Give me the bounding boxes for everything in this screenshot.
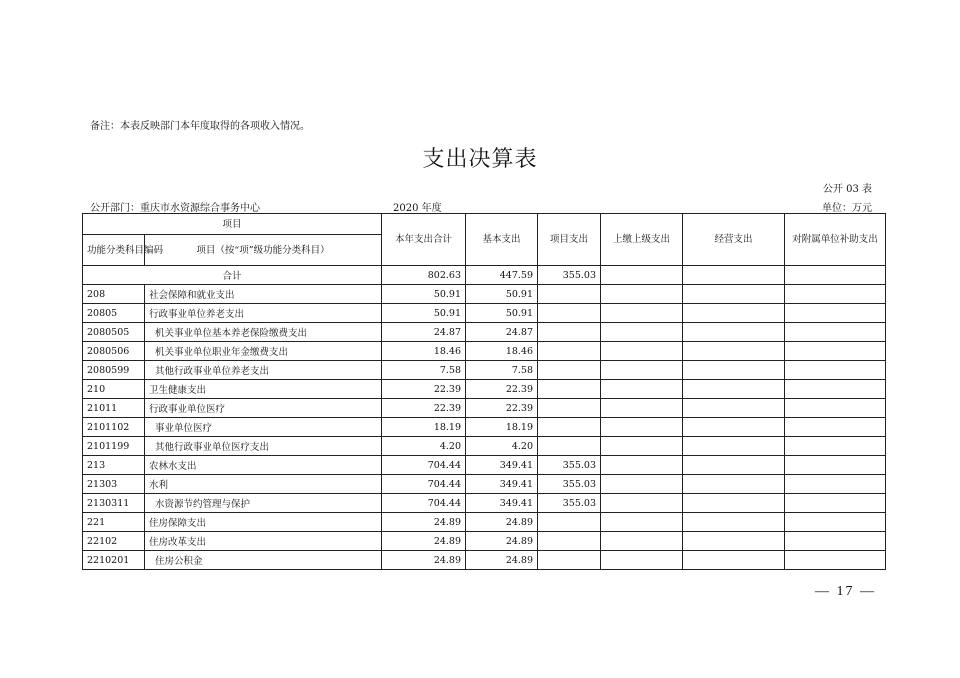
sum-project: 355.03 xyxy=(538,266,601,285)
sum-label: 合计 xyxy=(83,266,382,285)
row-upper xyxy=(601,437,683,456)
expenditure-table xyxy=(82,213,886,570)
row-total: 24.87 xyxy=(382,323,466,342)
table-row xyxy=(83,475,886,494)
page-title: 支出决算表 xyxy=(422,147,538,172)
header-total: 本年支出合计 xyxy=(382,214,466,266)
row-total: 18.19 xyxy=(382,418,466,437)
row-total: 50.91 xyxy=(382,285,466,304)
row-code: 21303 xyxy=(83,475,145,494)
row-total: 18.46 xyxy=(382,342,466,361)
table-row xyxy=(83,304,886,323)
header-basic: 基本支出 xyxy=(466,214,538,266)
header-upper: 上缴上级支出 xyxy=(601,214,683,266)
table-row xyxy=(83,551,886,570)
row-basic: 22.39 xyxy=(466,399,538,418)
row-business xyxy=(683,532,785,551)
row-upper xyxy=(601,513,683,532)
row-business xyxy=(683,380,785,399)
row-project xyxy=(538,437,601,456)
row-total: 24.89 xyxy=(382,551,466,570)
row-subsidy xyxy=(785,304,886,323)
header-code: 功能分类科目编码 xyxy=(83,235,145,266)
row-subsidy xyxy=(785,342,886,361)
row-subsidy xyxy=(785,475,886,494)
row-name: 事业单位医疗 xyxy=(145,418,382,437)
row-business xyxy=(683,494,785,513)
row-upper xyxy=(601,342,683,361)
row-total: 24.89 xyxy=(382,532,466,551)
row-code: 2101199 xyxy=(83,437,145,456)
row-project xyxy=(538,532,601,551)
row-subsidy xyxy=(785,285,886,304)
year-label: 2020 年度 xyxy=(393,203,442,214)
row-business xyxy=(683,456,785,475)
row-project: 355.03 xyxy=(538,494,601,513)
row-total: 4.20 xyxy=(382,437,466,456)
table-row xyxy=(83,342,886,361)
row-name: 住房改革支出 xyxy=(145,532,382,551)
unit-label: 单位：万元 xyxy=(822,203,872,214)
row-basic: 18.46 xyxy=(466,342,538,361)
row-subsidy xyxy=(785,361,886,380)
row-total: 704.44 xyxy=(382,456,466,475)
row-upper xyxy=(601,456,683,475)
row-code: 210 xyxy=(83,380,145,399)
header-project: 项目支出 xyxy=(538,214,601,266)
table-row xyxy=(83,361,886,380)
row-project: 355.03 xyxy=(538,456,601,475)
row-code: 21011 xyxy=(83,399,145,418)
department-label: 公开部门：重庆市水资源综合事务中心 xyxy=(90,203,260,214)
row-code: 2080506 xyxy=(83,342,145,361)
row-basic: 349.41 xyxy=(466,456,538,475)
row-total: 50.91 xyxy=(382,304,466,323)
row-basic: 18.19 xyxy=(466,418,538,437)
row-basic: 24.89 xyxy=(466,551,538,570)
row-upper xyxy=(601,380,683,399)
row-name: 农林水支出 xyxy=(145,456,382,475)
row-business xyxy=(683,304,785,323)
row-code: 2130311 xyxy=(83,494,145,513)
row-business xyxy=(683,513,785,532)
row-upper xyxy=(601,361,683,380)
header-business: 经营支出 xyxy=(683,214,785,266)
row-business xyxy=(683,418,785,437)
table-row xyxy=(83,323,886,342)
table-row xyxy=(83,532,886,551)
row-business xyxy=(683,475,785,494)
row-basic: 22.39 xyxy=(466,380,538,399)
row-subsidy xyxy=(785,323,886,342)
row-name: 行政事业单位医疗 xyxy=(145,399,382,418)
table-row xyxy=(83,437,886,456)
row-project xyxy=(538,513,601,532)
row-business xyxy=(683,323,785,342)
row-project xyxy=(538,551,601,570)
row-total: 7.58 xyxy=(382,361,466,380)
row-business xyxy=(683,551,785,570)
row-project xyxy=(538,342,601,361)
row-name: 住房公积金 xyxy=(145,551,382,570)
row-name: 机关事业单位职业年金缴费支出 xyxy=(145,342,382,361)
row-upper xyxy=(601,475,683,494)
row-business xyxy=(683,342,785,361)
row-upper xyxy=(601,304,683,323)
row-business xyxy=(683,361,785,380)
row-basic: 4.20 xyxy=(466,437,538,456)
table-note: 备注：本表反映部门本年度取得的各项收入情况。 xyxy=(90,121,310,132)
row-code: 2101102 xyxy=(83,418,145,437)
table-row xyxy=(83,513,886,532)
table-row xyxy=(83,380,886,399)
row-name: 其他行政事业单位医疗支出 xyxy=(145,437,382,456)
header-subsidy: 对附属单位补助支出 xyxy=(785,214,886,266)
row-name: 住房保障支出 xyxy=(145,513,382,532)
row-name: 水资源节约管理与保护 xyxy=(145,494,382,513)
row-total: 704.44 xyxy=(382,475,466,494)
row-name: 其他行政事业单位养老支出 xyxy=(145,361,382,380)
row-name: 行政事业单位养老支出 xyxy=(145,304,382,323)
row-upper xyxy=(601,323,683,342)
row-subsidy xyxy=(785,494,886,513)
row-code: 2080505 xyxy=(83,323,145,342)
row-business xyxy=(683,285,785,304)
row-subsidy xyxy=(785,532,886,551)
row-subsidy xyxy=(785,456,886,475)
row-upper xyxy=(601,532,683,551)
row-name: 社会保障和就业支出 xyxy=(145,285,382,304)
row-code: 2210201 xyxy=(83,551,145,570)
row-code: 221 xyxy=(83,513,145,532)
row-project xyxy=(538,399,601,418)
header-item: 项目（按“项”级功能分类科目） xyxy=(145,235,382,266)
row-project: 355.03 xyxy=(538,475,601,494)
row-subsidy xyxy=(785,513,886,532)
row-name: 水利 xyxy=(145,475,382,494)
sum-subsidy xyxy=(785,266,886,285)
row-upper xyxy=(601,551,683,570)
row-code: 213 xyxy=(83,456,145,475)
row-subsidy xyxy=(785,418,886,437)
sum-basic: 447.59 xyxy=(466,266,538,285)
row-basic: 349.41 xyxy=(466,475,538,494)
header-item-group: 项目 xyxy=(83,214,382,235)
row-upper xyxy=(601,418,683,437)
row-project xyxy=(538,323,601,342)
form-number: 公开 03 表 xyxy=(822,184,872,195)
row-basic: 24.87 xyxy=(466,323,538,342)
sum-business xyxy=(683,266,785,285)
row-project xyxy=(538,304,601,323)
row-subsidy xyxy=(785,380,886,399)
sum-row xyxy=(83,266,886,285)
row-upper xyxy=(601,399,683,418)
table-row xyxy=(83,456,886,475)
row-basic: 7.58 xyxy=(466,361,538,380)
table-row xyxy=(83,285,886,304)
row-total: 704.44 xyxy=(382,494,466,513)
row-basic: 24.89 xyxy=(466,532,538,551)
row-subsidy xyxy=(785,551,886,570)
table-row xyxy=(83,418,886,437)
row-subsidy xyxy=(785,399,886,418)
row-name: 卫生健康支出 xyxy=(145,380,382,399)
row-project xyxy=(538,361,601,380)
table-row xyxy=(83,399,886,418)
row-code: 2080599 xyxy=(83,361,145,380)
row-name: 机关事业单位基本养老保险缴费支出 xyxy=(145,323,382,342)
row-project xyxy=(538,418,601,437)
sum-upper xyxy=(601,266,683,285)
row-total: 22.39 xyxy=(382,399,466,418)
row-total: 24.89 xyxy=(382,513,466,532)
row-basic: 50.91 xyxy=(466,304,538,323)
row-subsidy xyxy=(785,437,886,456)
row-basic: 50.91 xyxy=(466,285,538,304)
row-total: 22.39 xyxy=(382,380,466,399)
row-code: 22102 xyxy=(83,532,145,551)
row-project xyxy=(538,285,601,304)
row-business xyxy=(683,399,785,418)
row-business xyxy=(683,437,785,456)
row-upper xyxy=(601,285,683,304)
page-number: — 17 — xyxy=(815,584,876,599)
row-code: 20805 xyxy=(83,304,145,323)
row-basic: 24.89 xyxy=(466,513,538,532)
sum-total: 802.63 xyxy=(382,266,466,285)
row-project xyxy=(538,380,601,399)
row-code: 208 xyxy=(83,285,145,304)
row-basic: 349.41 xyxy=(466,494,538,513)
table-row xyxy=(83,494,886,513)
row-upper xyxy=(601,494,683,513)
